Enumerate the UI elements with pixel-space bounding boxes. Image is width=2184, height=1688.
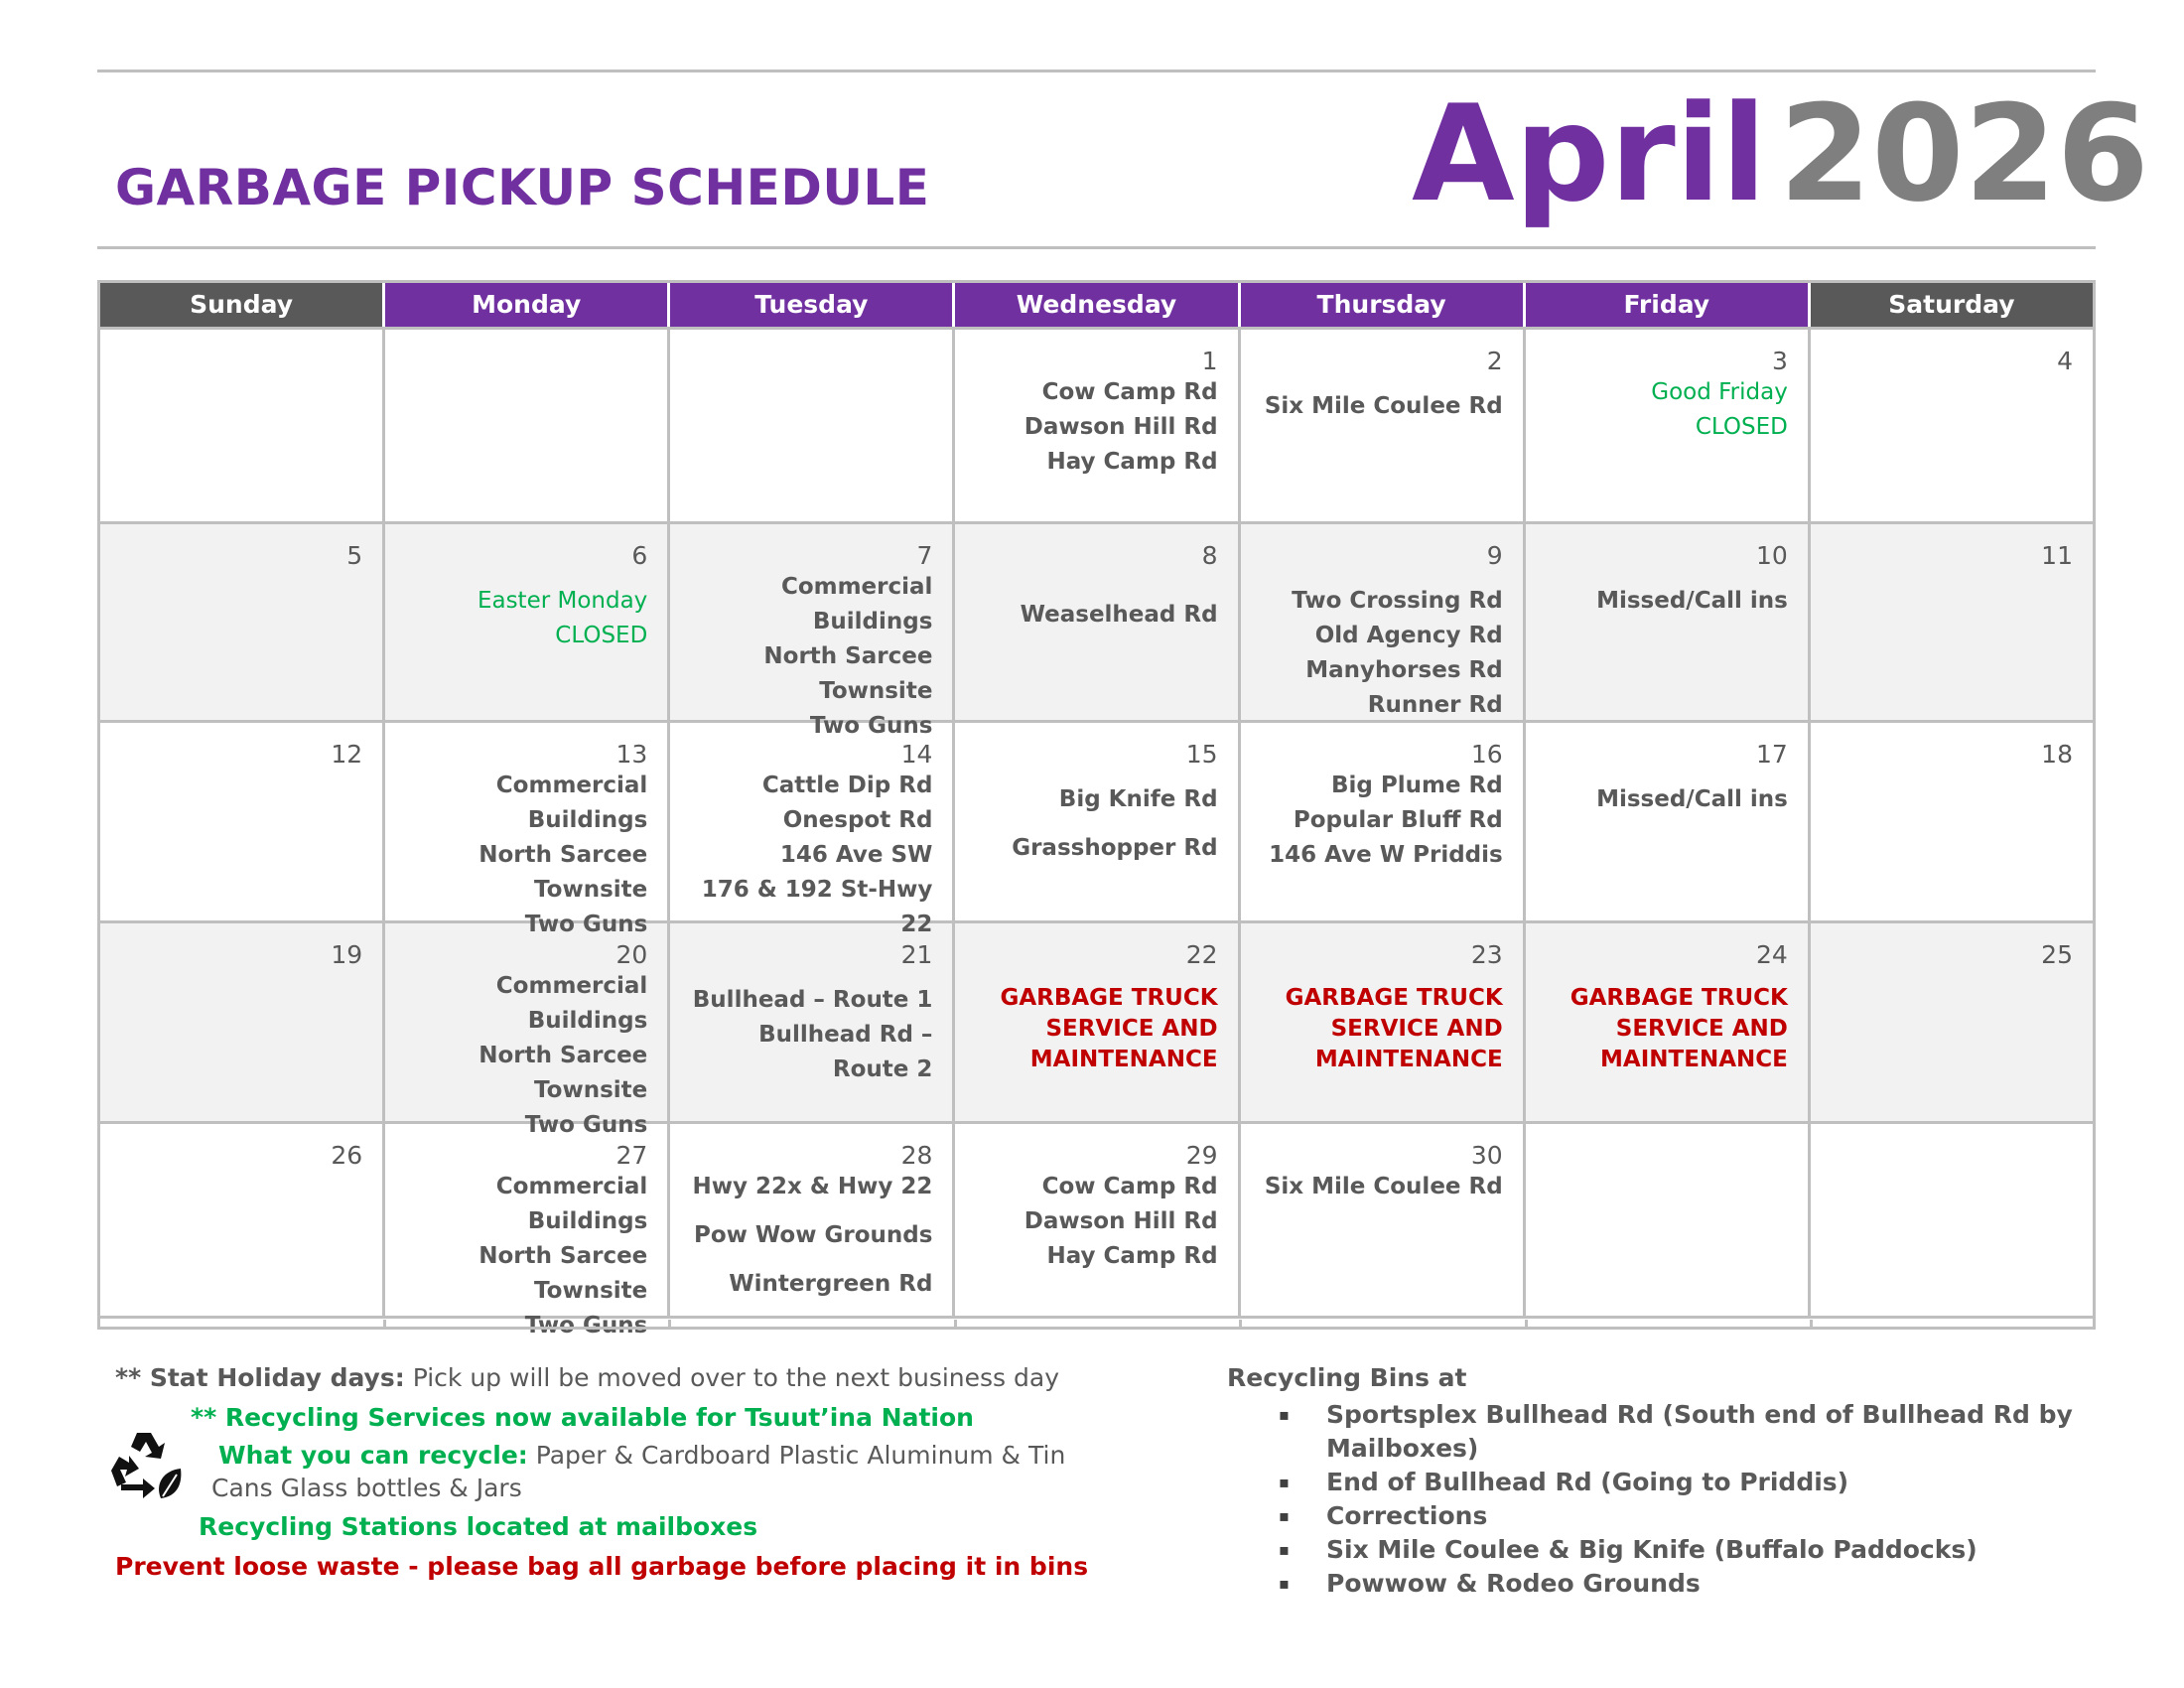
month-heading: April bbox=[1412, 76, 1767, 231]
pickup-route: Hay Camp Rd bbox=[1046, 1243, 1218, 1269]
year-heading: 2026 bbox=[1779, 76, 2149, 231]
spacer bbox=[965, 769, 1217, 782]
recycle-icon bbox=[107, 1427, 185, 1504]
spacer bbox=[680, 1253, 932, 1267]
stat-holiday-text: Pick up will be moved over to the next business day bbox=[404, 1363, 1060, 1392]
day-number: 14 bbox=[900, 740, 933, 769]
recycling-stations-note: Recycling Stations located at mailboxes bbox=[199, 1512, 758, 1541]
day-number: 6 bbox=[631, 541, 648, 570]
day-cell bbox=[955, 330, 1240, 521]
pickup-route: Two Crossing Rd bbox=[1292, 588, 1503, 614]
day-cell bbox=[1241, 330, 1526, 521]
recycle-items-line2: Cans Glass bottles & Jars bbox=[211, 1474, 522, 1502]
maintenance-note: GARBAGE TRUCK bbox=[1285, 985, 1503, 1011]
pickup-route: Six Mile Coulee Rd bbox=[1264, 393, 1503, 419]
square-bullet-icon: ▪ bbox=[1279, 1506, 1290, 1525]
day-number: 12 bbox=[331, 740, 363, 769]
pickup-route: Grasshopper Rd bbox=[1012, 835, 1218, 861]
day-cell bbox=[100, 723, 385, 920]
day-cell bbox=[955, 923, 1240, 1121]
day-number: 16 bbox=[1470, 740, 1503, 769]
pickup-route: Cattle Dip Rd bbox=[761, 773, 933, 798]
pickup-route: Commercial Buildings bbox=[780, 574, 933, 634]
day-cell bbox=[385, 1124, 670, 1338]
week-row bbox=[100, 330, 2093, 524]
strip-cell bbox=[386, 1320, 672, 1330]
holiday-note: CLOSED bbox=[555, 623, 648, 648]
spacer bbox=[1536, 570, 1788, 584]
recycling-bin-text: End of Bullhead Rd (Going to Priddis) bbox=[1326, 1468, 1849, 1496]
pickup-route: Townsite bbox=[534, 877, 648, 903]
day-number: 23 bbox=[1470, 940, 1503, 969]
pickup-route: Bullhead – Route 1 bbox=[692, 987, 933, 1013]
pickup-route: Hwy 22x & Hwy 22 bbox=[692, 1174, 933, 1199]
pickup-route: Missed/Call ins bbox=[1596, 588, 1788, 614]
pickup-route: Old Agency Rd bbox=[1314, 623, 1503, 648]
pickup-route: Dawson Hill Rd bbox=[1024, 414, 1218, 440]
spacer bbox=[680, 969, 932, 983]
maintenance-note: GARBAGE TRUCK bbox=[1000, 985, 1218, 1011]
pickup-route: Cow Camp Rd bbox=[1041, 1174, 1218, 1199]
square-bullet-icon: ▪ bbox=[1279, 1405, 1290, 1424]
spacer bbox=[395, 570, 647, 584]
day-cell bbox=[1526, 923, 1811, 1121]
weekday-header-sunday: Sunday bbox=[100, 283, 385, 327]
weekday-header-tuesday: Tuesday bbox=[670, 283, 955, 327]
stat-holiday-note bbox=[115, 1358, 1128, 1398]
day-number: 26 bbox=[331, 1141, 363, 1170]
maintenance-note: SERVICE AND bbox=[1615, 1016, 1788, 1042]
pickup-route: Weaselhead Rd bbox=[1020, 602, 1218, 628]
spacer bbox=[680, 1204, 932, 1218]
day-number: 18 bbox=[2041, 740, 2073, 769]
recycling-bin-item bbox=[1227, 1466, 2081, 1499]
recycling-bin-text: Six Mile Coulee & Big Knife (Buffalo Paddocks) bbox=[1326, 1535, 1978, 1564]
strip-cell bbox=[1242, 1320, 1528, 1330]
day-number: 21 bbox=[900, 940, 933, 969]
strip-cell bbox=[957, 1320, 1243, 1330]
week-row bbox=[100, 923, 2093, 1138]
day-number: 19 bbox=[331, 940, 363, 969]
maintenance-note: MAINTENANCE bbox=[1314, 1047, 1503, 1072]
pickup-route: North Sarcee bbox=[763, 643, 933, 669]
pickup-route: Commercial Buildings bbox=[495, 1174, 648, 1234]
strip-cell bbox=[97, 1320, 386, 1330]
weekday-header-monday: Monday bbox=[385, 283, 670, 327]
spacer bbox=[965, 570, 1217, 584]
day-cell bbox=[1526, 524, 1811, 720]
spacer bbox=[965, 969, 1217, 983]
maintenance-note: SERVICE AND bbox=[1045, 1016, 1218, 1042]
spacer bbox=[965, 584, 1217, 598]
recycling-services-note: ** Recycling Services now available for Tsuut’ina Nation bbox=[191, 1403, 974, 1432]
day-cell bbox=[1526, 723, 1811, 920]
calendar-grid bbox=[97, 280, 2096, 1338]
week-row bbox=[100, 723, 2093, 937]
maintenance-note: SERVICE AND bbox=[1330, 1016, 1503, 1042]
pickup-route: Commercial Buildings bbox=[495, 773, 648, 833]
pickup-route: Wintergreen Rd bbox=[729, 1271, 933, 1297]
maintenance-note: MAINTENANCE bbox=[1029, 1047, 1218, 1072]
day-number: 15 bbox=[1185, 740, 1218, 769]
spacer bbox=[1536, 969, 1788, 983]
day-cell bbox=[670, 1124, 955, 1316]
day-cell bbox=[1811, 723, 2093, 920]
day-cell bbox=[1241, 923, 1526, 1121]
day-cell bbox=[100, 524, 385, 720]
pickup-route: 146 Ave SW bbox=[779, 842, 933, 868]
pickup-route: Two Guns bbox=[524, 1112, 648, 1138]
weekday-header-friday: Friday bbox=[1526, 283, 1811, 327]
spacer bbox=[1251, 375, 1503, 389]
recycling-bin-item bbox=[1227, 1499, 2081, 1533]
pickup-route: Onespot Rd bbox=[782, 807, 933, 833]
pickup-route: North Sarcee bbox=[478, 1243, 648, 1269]
day-number: 20 bbox=[615, 940, 648, 969]
recycle-items-line1: Paper & Cardboard Plastic Aluminum & Tin bbox=[527, 1441, 1066, 1470]
day-number: 30 bbox=[1470, 1141, 1503, 1170]
day-number: 5 bbox=[346, 541, 363, 570]
stat-holiday-label: ** Stat Holiday days: bbox=[115, 1363, 405, 1392]
day-number: 10 bbox=[1756, 541, 1788, 570]
day-number: 24 bbox=[1756, 940, 1788, 969]
pickup-route: North Sarcee bbox=[478, 842, 648, 868]
pickup-route: Big Knife Rd bbox=[1058, 786, 1218, 812]
day-number: 22 bbox=[1185, 940, 1218, 969]
calendar-bottom-strip bbox=[97, 1320, 2096, 1330]
day-cell bbox=[670, 723, 955, 937]
day-number: 1 bbox=[1201, 347, 1218, 375]
calendar-weeks bbox=[100, 330, 2093, 1338]
day-cell bbox=[385, 524, 670, 720]
day-number: 4 bbox=[2057, 347, 2073, 375]
weekday-header-row bbox=[100, 283, 2093, 330]
maintenance-note: GARBAGE TRUCK bbox=[1570, 985, 1788, 1011]
pickup-route: Two Guns bbox=[524, 1313, 648, 1338]
recycling-bin-text: Corrections bbox=[1326, 1501, 1488, 1530]
week-row bbox=[100, 1124, 2093, 1338]
square-bullet-icon: ▪ bbox=[1279, 1574, 1290, 1593]
day-cell bbox=[385, 923, 670, 1138]
header-rule bbox=[97, 246, 2096, 249]
spacer bbox=[965, 817, 1217, 831]
holiday-note: CLOSED bbox=[1695, 414, 1788, 440]
day-cell bbox=[100, 1124, 385, 1316]
day-number: 17 bbox=[1756, 740, 1788, 769]
pickup-route: Cow Camp Rd bbox=[1041, 379, 1218, 405]
pickup-route: Dawson Hill Rd bbox=[1024, 1208, 1218, 1234]
day-number: 7 bbox=[916, 541, 933, 570]
weekday-header-wednesday: Wednesday bbox=[955, 283, 1240, 327]
pickup-route: Manyhorses Rd bbox=[1305, 657, 1503, 683]
spacer bbox=[1251, 570, 1503, 584]
week-row bbox=[100, 524, 2093, 739]
day-number: 9 bbox=[1486, 541, 1503, 570]
day-number: 3 bbox=[1771, 347, 1788, 375]
holiday-note: Easter Monday bbox=[477, 588, 648, 614]
holiday-note: Good Friday bbox=[1651, 379, 1788, 405]
day-number: 27 bbox=[615, 1141, 648, 1170]
pickup-route: Pow Wow Grounds bbox=[693, 1222, 933, 1248]
day-cell bbox=[955, 723, 1240, 920]
square-bullet-icon: ▪ bbox=[1279, 1540, 1290, 1559]
pickup-route: Townsite bbox=[534, 1077, 648, 1103]
day-number: 29 bbox=[1185, 1141, 1218, 1170]
recycle-items-note bbox=[115, 1438, 1128, 1474]
pickup-route: 146 Ave W Priddis bbox=[1269, 842, 1503, 868]
pickup-route: Missed/Call ins bbox=[1596, 786, 1788, 812]
pickup-route: Popular Bluff Rd bbox=[1293, 807, 1503, 833]
weekday-header-thursday: Thursday bbox=[1241, 283, 1526, 327]
top-rule bbox=[97, 70, 2096, 72]
day-cell bbox=[385, 330, 670, 521]
day-number: 8 bbox=[1201, 541, 1218, 570]
pickup-route: Big Plume Rd bbox=[1330, 773, 1503, 798]
day-cell bbox=[1241, 723, 1526, 920]
day-cell bbox=[1241, 1124, 1526, 1316]
pickup-route: Bullhead Rd – Route 2 bbox=[758, 1022, 933, 1082]
recycling-bins-section bbox=[1227, 1358, 2081, 1601]
pickup-route: North Sarcee bbox=[478, 1043, 648, 1068]
bag-garbage-warning: Prevent loose waste - please bag all garbage before placing it in bins bbox=[115, 1552, 1089, 1581]
recycling-bin-text: Sportsplex Bullhead Rd (South end of Bullhead Rd by Mailboxes) bbox=[1326, 1400, 2073, 1463]
pickup-route: Two Guns bbox=[809, 713, 933, 739]
day-number: 2 bbox=[1486, 347, 1503, 375]
day-cell bbox=[955, 1124, 1240, 1316]
pickup-route: Commercial Buildings bbox=[495, 973, 648, 1034]
recycle-label: What you can recycle: bbox=[218, 1441, 528, 1470]
day-cell bbox=[1526, 1124, 1811, 1316]
day-cell bbox=[1811, 923, 2093, 1121]
day-cell bbox=[1811, 1124, 2093, 1316]
recycling-bin-text: Powwow & Rodeo Grounds bbox=[1326, 1569, 1701, 1598]
day-cell bbox=[1526, 330, 1811, 521]
pickup-route: Hay Camp Rd bbox=[1046, 449, 1218, 475]
strip-cell bbox=[1813, 1320, 2096, 1330]
footer-notes bbox=[115, 1358, 1128, 1587]
recycling-bins-list bbox=[1227, 1398, 2081, 1601]
day-number: 25 bbox=[2041, 940, 2073, 969]
day-cell bbox=[1811, 330, 2093, 521]
maintenance-note: MAINTENANCE bbox=[1600, 1047, 1788, 1072]
pickup-route: Six Mile Coulee Rd bbox=[1264, 1174, 1503, 1199]
day-cell bbox=[670, 923, 955, 1121]
recycling-bin-item bbox=[1227, 1398, 2081, 1466]
pickup-route: Two Guns bbox=[524, 912, 648, 937]
day-cell bbox=[100, 923, 385, 1121]
day-cell bbox=[670, 330, 955, 521]
pickup-route: Townsite bbox=[819, 678, 933, 704]
day-number: 13 bbox=[615, 740, 648, 769]
weekday-header-saturday: Saturday bbox=[1811, 283, 2093, 327]
square-bullet-icon: ▪ bbox=[1279, 1473, 1290, 1491]
recycling-bin-item bbox=[1227, 1567, 2081, 1601]
pickup-route: 176 & 192 St-Hwy 22 bbox=[701, 877, 933, 937]
day-cell bbox=[100, 330, 385, 521]
day-cell bbox=[670, 524, 955, 739]
page-title: GARBAGE PICKUP SCHEDULE bbox=[115, 159, 930, 216]
strip-cell bbox=[1528, 1320, 1814, 1330]
day-cell bbox=[955, 524, 1240, 720]
spacer bbox=[1251, 969, 1503, 983]
spacer bbox=[1536, 769, 1788, 782]
day-cell bbox=[1811, 524, 2093, 720]
day-cell bbox=[1241, 524, 1526, 720]
recycling-bin-item bbox=[1227, 1533, 2081, 1567]
day-cell bbox=[385, 723, 670, 937]
recycling-bins-title: Recycling Bins at bbox=[1227, 1363, 1467, 1392]
day-number: 28 bbox=[900, 1141, 933, 1170]
pickup-route: Townsite bbox=[534, 1278, 648, 1304]
day-number: 11 bbox=[2041, 541, 2073, 570]
strip-cell bbox=[671, 1320, 957, 1330]
pickup-route: Runner Rd bbox=[1367, 692, 1503, 718]
